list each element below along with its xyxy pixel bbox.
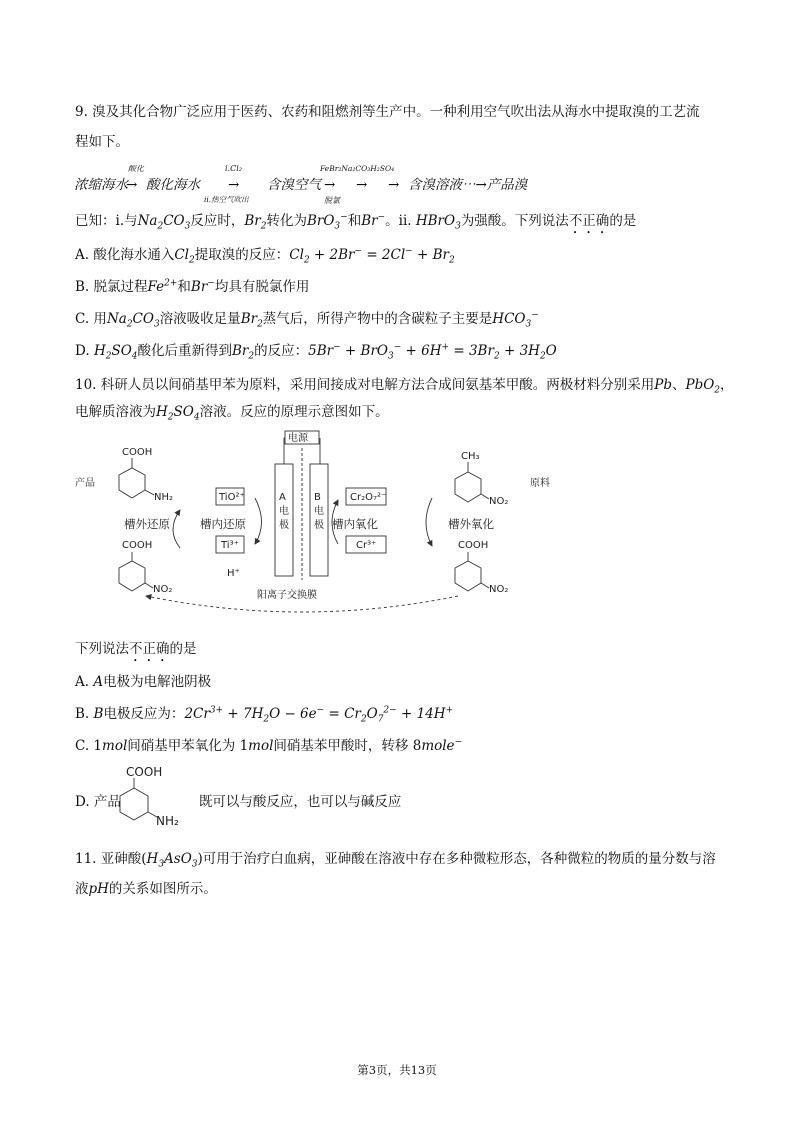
svg-text:NO₂: NO₂	[153, 584, 173, 595]
right-nitro-ring	[455, 552, 489, 591]
svg-text:极: 极	[279, 520, 289, 531]
flow-step-4: 含溴溶液⋯→产品溴	[408, 177, 528, 193]
q9-option-d: D. $H_2SO_4$酸化后重新得到$Br_2$的反应：$5Br^- + BrO_3^- + 6H^+ = 3Br_2 + 3H_2O$	[75, 342, 557, 362]
q9-stem-line2: 程如下。	[75, 134, 129, 150]
inside-oxidation-label: 槽内氧化	[332, 517, 378, 531]
product-nh2: NH₂	[154, 492, 174, 503]
product-benzene-ring	[119, 458, 154, 498]
raw-ch3: CH₃	[461, 451, 480, 462]
svg-text:电: 电	[314, 506, 324, 517]
q11-stem-line2: 液pH的关系如图所示。	[75, 881, 217, 897]
q9-known: 已知：i.与$Na_2CO_3$反应时，$Br_2$转化为BrO$_3$−和Br−。ii. HBrO$_3$为强酸。下列说法不正确的是	[75, 212, 637, 232]
flow-step-3: 含溴空气	[267, 177, 321, 193]
q10-option-d: D. 产品 既可以与酸反应，也可以与碱反应	[75, 794, 402, 810]
flow-arrow3-bottom: 脱氯	[324, 196, 340, 205]
flow-arrow-2: →	[228, 177, 240, 193]
flow-arrow-3c: →	[388, 177, 400, 193]
membrane-label: 阳离子交换膜	[257, 590, 317, 601]
flow-arrow-3b: →	[356, 177, 368, 193]
q10-stem-line1: 10. 科研人员以间硝基甲苯为原料，采用间接成对电解方法合成间氨基苯甲酸。两极材料分别采用Pb、PbO$_2$，	[75, 377, 734, 396]
flow-arrow2-bottom: ii.热空气吹出	[204, 195, 249, 204]
inside-reduction-label: 槽内还原	[200, 517, 246, 531]
h-plus-label: H⁺	[227, 568, 240, 579]
product-cooh: COOH	[122, 447, 153, 458]
raw-material-label: 原料	[530, 478, 550, 489]
svg-text:NO₂: NO₂	[489, 584, 509, 595]
flow-step-2: 酸化海水	[146, 177, 200, 193]
outside-oxidation-arrow	[426, 498, 432, 546]
electrode-b-label: B	[314, 492, 321, 503]
q9-option-b: B. 脱氯过程$Fe^{2+}$和Br−均具有脱氯作用	[75, 278, 310, 295]
svg-text:COOH: COOH	[122, 540, 153, 551]
flow-arrow-1: →	[126, 177, 138, 193]
q9-process-flow	[70, 165, 590, 205]
flow-step-1: 浓缩海水	[74, 177, 128, 193]
q9-option-c: C. 用$Na_2CO_3$溶液吸收足量$Br_2$蒸气后，所得产物中的含碳粒子主要是$HCO_3^-$	[75, 310, 539, 330]
outside-reduction-arrow	[173, 510, 180, 548]
power-source-label: 电源	[288, 433, 308, 444]
cr2o7-label: Cr₂O₇²⁻	[350, 492, 387, 503]
option-d-structure	[112, 766, 192, 832]
electrode-a-label: A	[279, 492, 286, 503]
raw-benzene-ring	[455, 462, 489, 502]
tio-label: TiO²⁺	[219, 492, 245, 503]
option-d-nh2: NH₂	[156, 814, 179, 828]
page-footer: 第3页，共13页	[357, 1063, 437, 1077]
q10-ask: 下列说法不正确的是	[75, 641, 197, 657]
inside-reduction-arrow	[255, 498, 262, 544]
flow-arrow1-label: 酸化	[128, 165, 144, 173]
q10-option-a: A. A电极为电解池阴极	[75, 674, 212, 690]
flow-arrow2-top: i.Cl₂	[225, 165, 242, 173]
q10-option-b: B. B电极反应为：$2Cr^{3+} + 7H_2O - 6e^- = Cr_2O_7^{2-} + 14H^+$	[75, 705, 454, 725]
flow-arrow-3a: →	[324, 177, 336, 193]
svg-text:COOH: COOH	[458, 540, 489, 551]
q10-stem-line2: 电解质溶液为$H_2SO_4$溶液。反应的原理示意图如下。	[75, 404, 389, 423]
q9-stem-line1: 9. 溴及其化合物广泛应用于医药、农药和阻燃剂等生产中。一种利用空气吹出法从海水中提取溴的工艺流	[75, 104, 700, 120]
product-label: 产品	[75, 478, 95, 489]
outside-oxidation-label: 槽外氧化	[448, 517, 494, 531]
electrolysis-diagram	[70, 428, 550, 618]
q9-option-a: A. 酸化海水通入$Cl_2$提取溴的反应：$Cl_2 + 2Br^- = 2Cl^- + Br_2$	[75, 246, 455, 266]
svg-text:极: 极	[314, 520, 324, 531]
q10-option-c: C. 1mol间硝基甲苯氧化为 1mol间硝基苯甲酸时，转移 8mole−	[75, 737, 463, 754]
cr-label: Cr³⁺	[356, 540, 377, 551]
svg-text:电: 电	[279, 506, 289, 517]
left-nitro-ring	[119, 552, 153, 591]
q11-stem-line1: 11. 亚砷酸$(H_3AsO_3)$可用于治疗白血病，亚砷酸在溶液中存在多种微粒形态，各种微粒的物质的量分数与溶	[75, 851, 716, 870]
flow-arrow3-top: FeBr₂Na₂CO₃H₂SO₄	[320, 165, 395, 173]
ti-label: Ti³⁺	[221, 540, 239, 551]
raw-no2: NO₂	[489, 496, 509, 507]
outside-reduction-label: 槽外还原	[124, 517, 170, 531]
option-d-cooh: COOH	[126, 766, 163, 779]
